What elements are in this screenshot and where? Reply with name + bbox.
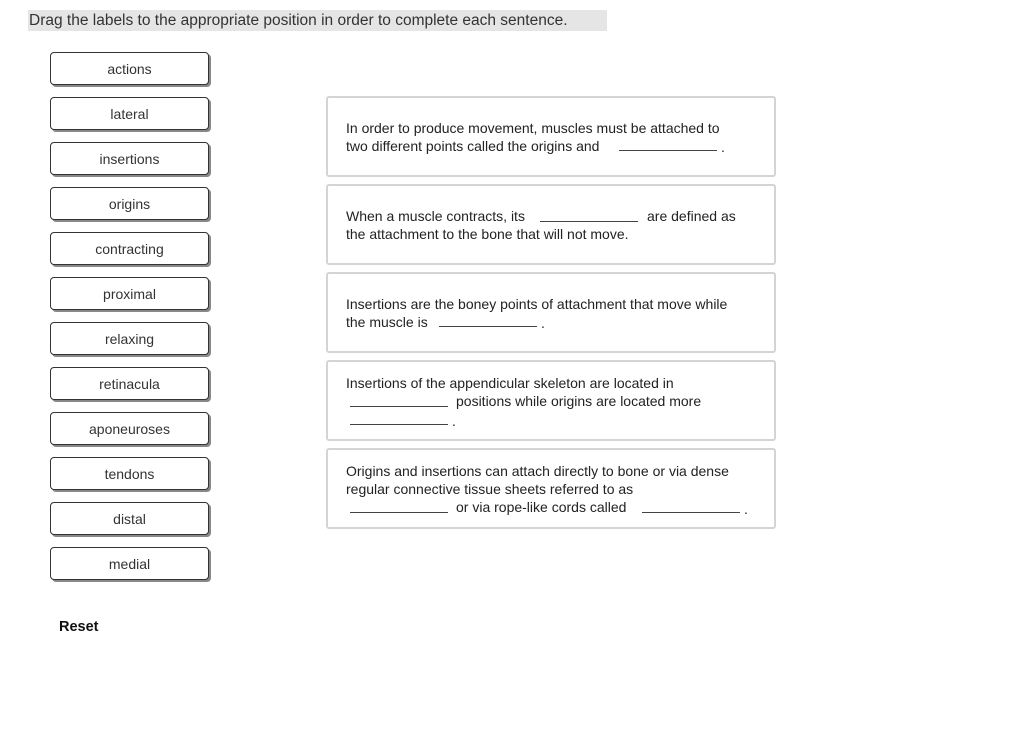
sentence-4-line-1: Insertions of the appendicular skeleton are located in <box>346 375 674 391</box>
instruction-text: Drag the labels to the appropriate position in order to complete each sentence. <box>28 10 607 31</box>
drag-label-relaxing[interactable]: relaxing <box>50 322 209 355</box>
sentence-3-line-1: Insertions are the boney points of attachment that move while <box>346 296 728 312</box>
drop-target-2[interactable] <box>540 221 638 222</box>
sentence-3-line-2: the muscle is <box>346 314 428 330</box>
sentence-box-4 <box>326 360 776 441</box>
sentence-box-5 <box>326 448 776 529</box>
drag-label-origins[interactable]: origins <box>50 187 209 220</box>
drag-label-actions[interactable]: actions <box>50 52 209 85</box>
drag-label-aponeuroses[interactable]: aponeuroses <box>50 412 209 445</box>
drop-target-5[interactable] <box>350 424 448 425</box>
sentence-5-line-3: or via rope-like cords called <box>456 499 627 515</box>
sentence-1-period: . <box>721 139 725 155</box>
sentence-3-period: . <box>541 315 545 331</box>
sentence-2-line-1b: are defined as <box>647 208 736 224</box>
sentence-4-period: . <box>452 413 456 429</box>
sentence-5-period: . <box>744 501 748 517</box>
sentence-2-line-1a: When a muscle contracts, its <box>346 208 525 224</box>
sentence-1-line-2: two different points called the origins and <box>346 138 600 154</box>
sentence-5-line-2: regular connective tissue sheets referred to as <box>346 481 634 497</box>
sentence-4-line-2: positions while origins are located more <box>456 393 702 409</box>
sentence-box-3 <box>326 272 776 353</box>
sentence-box-1 <box>326 96 776 177</box>
reset-button[interactable]: Reset <box>59 619 99 635</box>
drop-target-1[interactable] <box>619 150 717 151</box>
drop-target-7[interactable] <box>642 512 740 513</box>
sentence-1-line-1: In order to produce movement, muscles must be attached to <box>346 120 720 136</box>
drop-target-6[interactable] <box>350 512 448 513</box>
drop-target-3[interactable] <box>439 326 537 327</box>
sentence-5-line-1: Origins and insertions can attach directly to bone or via dense <box>346 463 729 479</box>
drag-label-insertions[interactable]: insertions <box>50 142 209 175</box>
sentence-box-2 <box>326 184 776 265</box>
drag-label-medial[interactable]: medial <box>50 547 209 580</box>
drag-label-contracting[interactable]: contracting <box>50 232 209 265</box>
drag-label-distal[interactable]: distal <box>50 502 209 535</box>
drag-label-retinacula[interactable]: retinacula <box>50 367 209 400</box>
drag-label-proximal[interactable]: proximal <box>50 277 209 310</box>
drop-target-4[interactable] <box>350 406 448 407</box>
drag-label-lateral[interactable]: lateral <box>50 97 209 130</box>
drag-label-tendons[interactable]: tendons <box>50 457 209 490</box>
sentence-2-line-2: the attachment to the bone that will not move. <box>346 226 629 242</box>
